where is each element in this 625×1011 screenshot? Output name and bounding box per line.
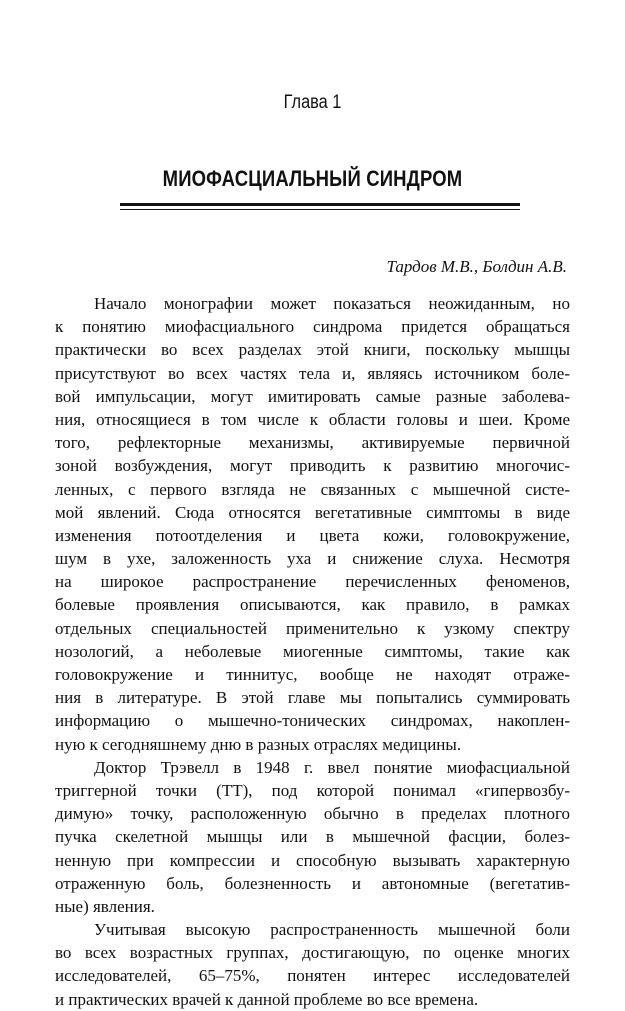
text-line: триггерной точки (ТТ), под которой понимал «гипервозбу- [55, 780, 570, 800]
title-rule-thin [120, 209, 520, 210]
text-line: к понятию миофасциального синдрома придется обращаться [55, 317, 570, 337]
chapter-title: МИОФАСЦИАЛЬНЫЙ СИНДРОМ [162, 166, 463, 191]
text-line: и практических врачей к данной проблеме во все времена. [55, 989, 479, 1009]
text-line: Начало монографии может показаться неожиданным, но [94, 294, 570, 313]
text-line: ния в литературе. В этой главе мы попытались суммировать [55, 688, 570, 708]
text-line: шум в ухе, заложенность уха и снижение слуха. Несмотря [55, 549, 570, 569]
text-line: вой импульсации, могут имитировать самые разные заболева- [55, 386, 570, 406]
text-line: практически во всех разделах этой книги, поскольку мышцы [55, 340, 570, 360]
text-line: ленных, с первого взгляда не связанных с мышечной систе- [55, 479, 570, 499]
text-line: исследователей, 65–75%, понятен интерес исследователей [55, 966, 570, 986]
text-line: отдельных специальностей применительно к узкому спектру [55, 618, 570, 638]
text-line: ненную при компрессии и способную вызывать характерную [55, 850, 570, 870]
body-text [55, 292, 570, 1011]
text-line: ния, относящиеся в том числе к области головы и шеи. Кроме [55, 409, 570, 429]
text-line: того, рефлекторные механизмы, активируемые первичной [55, 433, 570, 453]
text-line: Учитывая высокую распространенность мышечной боли [94, 920, 570, 940]
paragraph [55, 918, 570, 1011]
paragraph [55, 756, 570, 918]
text-line: во всех возрастных группах, достигающую, по оценке многих [55, 943, 570, 963]
text-line: мой явлений. Сюда относятся вегетативные симптомы в виде [55, 502, 570, 522]
text-line: присутствуют во всех частях тела и, являясь источником боле- [55, 363, 570, 383]
text-line: нозологий, а неболевые миогенные симптомы, такие как [55, 641, 570, 661]
text-line: изменения потоотделения и цвета кожи, головокружение, [55, 525, 570, 545]
text-line: димую» точку, расположенную обычно в пределах плотного [55, 804, 570, 824]
chapter-authors: Тардов М.В., Болдин А.В. [386, 257, 567, 276]
chapter-label: Глава 1 [283, 92, 342, 113]
text-line: болевые проявления описываются, как правило, в рамках [55, 595, 570, 615]
text-line: Доктор Трэвелл в 1948 г. ввел понятие миофасциальной [94, 757, 570, 777]
text-line: пучка скелетной мышцы или в мышечной фасции, болез- [55, 827, 570, 847]
title-rule-thick [120, 203, 520, 206]
text-line: зоной возбуждения, могут приводить к развитию многочис- [55, 456, 570, 476]
paragraph [55, 292, 570, 756]
text-line: отраженную боль, болезненность и автономные (вегетатив- [55, 873, 570, 893]
text-line: на широкое распространение перечисленных феноменов, [55, 572, 570, 592]
text-line: ную к сегодняшнему дню в разных отраслях медицины. [55, 734, 462, 754]
text-line: информацию о мышечно-тонических синдромах, накоплен- [55, 711, 570, 731]
text-line: головокружение и тиннитус, вообще не находят отраже- [55, 665, 570, 684]
text-line: ные) явления. [55, 896, 155, 916]
